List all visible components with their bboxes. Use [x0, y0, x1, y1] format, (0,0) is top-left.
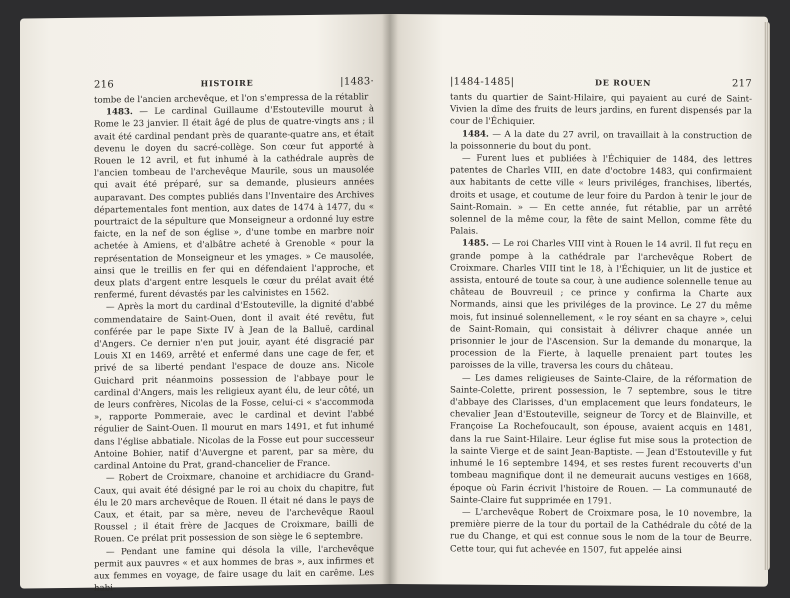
right-page-number: 217 [732, 78, 752, 90]
right-page [390, 14, 768, 587]
left-year-range: |1483· [340, 76, 374, 88]
right-running-title: DE ROUEN [595, 77, 652, 88]
left-body-text [94, 91, 374, 595]
paragraph-text: — L'archevêque Robert de Croixmare posa, le 10 novembre, la première pierre de la tour du portail de la Cathédrale du côté de la rue du Change, et qui est connue sous le nom de la tour de Beurre. Cette tour, qui fut achevée en 1507, fut appelée ainsi [450, 507, 752, 556]
right-running-head [450, 76, 752, 89]
left-page-number: 216 [94, 79, 114, 91]
paragraph [450, 506, 752, 557]
paragraph-text: tants du quartier de Saint-Hilaire, qui payaient au curé de Saint-Vivien la dîme des fruits de leurs jardins, en furent dispensés par la cour de l'Échiquier. [450, 92, 752, 128]
paragraph [94, 299, 374, 473]
paragraph [94, 469, 374, 546]
right-body-text [450, 91, 752, 557]
year-heading: 1485. [462, 238, 489, 250]
paragraph [94, 103, 374, 302]
page-edges [764, 22, 770, 570]
paragraph-text: — Les dames religieuses de Sainte-Claire, de la réformation de Sainte-Colette, prirent possession, le 7 septembre, sous le titre d'abbaye des Clarisses, d'un emplacement que leurs fondateurs, le chevalier Jean d'Estouteville, seigneur de Torcy et de Blainville, et Françoise La Rochefoucault, son épouse, avaient acquis en 1481, dans la rue Saint-Hilaire. Leur église fut mise sous la protection de la sainte Vierge et de saint Jean-Baptiste. — Jean d'Estouteville y fut inhumé le 16 septembre 1494, et ses restes furent recouverts d'un tombeau magnifique dont il ne demeurait aucuns vestiges en 1668, époque où Farin écrivit l'histoire de Rouen. — La communauté de Sainte-Claire fut supprimée en 1791. [450, 373, 752, 507]
left-page [20, 14, 390, 594]
year-heading: 1483. [106, 107, 133, 118]
paragraph-text: — Pendant une famine qui désola la ville, l'archevêque permit aux pauvres « et aux hommes de bras », aux infirmes et aux femmes en voyage, de faire usage du lait en carême. Les habi- [94, 543, 374, 594]
paragraph [450, 152, 752, 240]
paragraph-text: — Après la mort du cardinal d'Estouteville, la dignité d'abbé commendataire de Saint-Ouen, dont il avait été revêtu, fut conférée par le pape Sixte IV à Jean de la Balluë, cardinal d'Angers. Ce dernier n'en put jouir, ayant été disgracié par Louis XI en 1469, arrêté et enfermé dans une cage de fer, et privé de sa liberté pendant l'espace de douze ans. Nicole Guichard prit néanmoins possession de l'abbaye pour le cardinal d'Angers, mais les religieux ayant élu, de leur côté, un de leurs confrères, Nicolas de la Fosse, celui-ci « s'accommoda », rapporte Pommeraie, avec le cardinal et devint l'abbé régulier de Saint-Ouen. Il mourut en mars 1491, et fut inhumé dans l'église abbatiale. Nicolas de la Fosse eut pour successeur Antoine Bohier, natif d'Auvergne et parent, par sa mère, du cardinal Antoine du Prat, grand-chancelier de France. [94, 299, 374, 472]
left-running-title: HISTOIRE [200, 77, 254, 89]
paragraph [450, 372, 752, 508]
paragraph [94, 543, 374, 595]
open-book [20, 14, 768, 594]
paragraph-text: — Furent lues et publiées à l'Échiquier de 1484, des lettres patentes de Charles VIII, en date d'octobre 1483, qui confirmaient aux habitants de cette ville « leurs priviléges, franchises, libertés, droits et usage, et coutume de leur foire du Pardon à tenir le jour de Saint-Romain. » — En cette année, fut rétablie, par un arrêté solennel de la même cour, la fête de saint Mellon, comme fête du Palais. [450, 153, 752, 237]
paragraph-text: tombe de l'ancien archevêque, et l'on s'empressa de la rétablir [94, 92, 369, 106]
paragraph-text: — Le cardinal Guillaume d'Estouteville mourut à Rome le 23 janvier. Il était âgé de plus de quatre-vingts ans ; il avait été cardinal pendant près de quarante-quatre ans, et était devenu le doyen du sacré-collège. Son cœur fut apporté à Rouen le 12 avril, et fut inhumé à la cathédrale auprès de l'ancien tombeau de l'archevêque Maurile, sous un mausolée qui avait été préparé, sur sa demande, plusieurs années auparavant. Des comptes publiés dans l'Inventaire des Archives départementales font mention, aux dates de 1474 à 1477, du « pourtraict de la sépulture que Monseigneur a ordonné luy estre faicte, en la nef de son église », d'une tombe en marbre noir achetée à Amiens, et d'albâtre acheté à Grenoble « pour la représentation de Monseigneur et les ymages. » Ce mausolée, ainsi que le treillis en fer qui en défendaient l'approche, et deux plats d'argent entre lesquels le cœur du prélat avait été renfermé, furent dévastés par les calvinistes en 1562. [94, 104, 374, 301]
paragraph [450, 238, 752, 374]
paragraph [450, 91, 752, 130]
right-year-range: |1484-1485| [450, 76, 515, 88]
year-heading: 1484. [462, 129, 489, 140]
paragraph [450, 128, 752, 155]
paragraph-text: — Robert de Croixmare, chanoine et archidiacre du Grand-Caux, qui avait été désigné par le roi au choix du chapitre, fut élu le 20 mars archevêque de Rouen. Il était né dans le pays de Caux, et était, par sa mère, neveu de l'archevêque Raoul Roussel ; il était frère de Jacques de Croixmare, bailli de Rouen. Ce prélat prit possession de son siège le 6 septembre. [94, 470, 374, 545]
left-running-head [94, 76, 374, 90]
paragraph-text: — Le roi Charles VIII vint à Rouen le 14 avril. Il fut reçu en grande pompe à la cathédrale par l'archevêque Robert de Croixmare. Charles VIII tint le 18, à l'Échiquier, un lit de justice et assista, entouré de toute sa cour, à une audience solennelle tenue au château de Bouvreuil ; ce prince y confirma la Charte aux Normands, ainsi que les priviléges de la province. Le 27 du même mois, fut insinué solennellement, « le roy séant en sa chayre », celui de Saint-Romain, qui consistait à délivrer chaque année un prisonnier le jour de l'Ascension. Sur la demande du monarque, la procession de la Fierte, à laquelle prenaient part toutes les paroisses de la ville, traversa les cours du château. [450, 239, 752, 373]
paragraph-text: — A la date du 27 avril, on travaillait à la construction de la poissonnerie du bout du pont. [450, 129, 752, 153]
